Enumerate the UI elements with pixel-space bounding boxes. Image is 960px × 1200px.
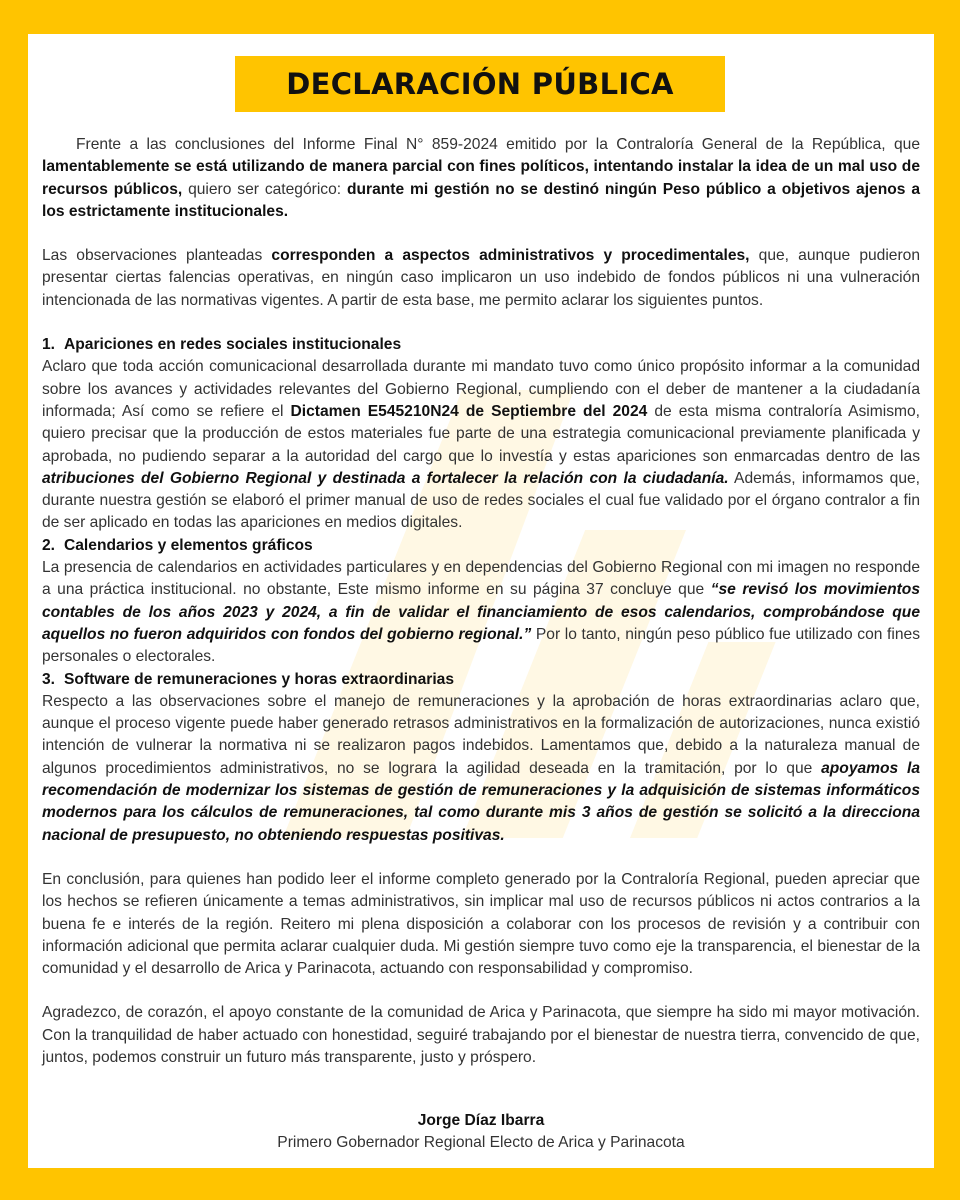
section-2-text-2: Por lo tanto, ningún peso público fue utilizado con fines personales o electorales. (42, 625, 920, 666)
section-1-text-1: Aclaro que toda acción comunicacional desarrollada durante mi mandato tuvo como único propósito informar a la comunidad sobre los avances y actividades relevantes del Gobierno Regional, cumpliendo con el deber de mantener a la ciudadanía informada; Así como se refiere el (42, 358, 920, 420)
thanks-paragraph: Agradezco, de corazón, el apoyo constante de la comunidad de Arica y Parinacota, que siempre ha sido mi mayor motivación. Con la tranquilidad de haber actuado con honestidad, seguiré trabajando por el bienestar de nuestra tierra, convencido de que, juntos, podemos construir un futuro más transparente, justo y próspero. (42, 1004, 920, 1066)
observations-text-1: Las observaciones planteadas (42, 247, 272, 265)
observations-bold: corresponden a aspectos administrativos y procedimentales, (271, 247, 750, 265)
statement-card (28, 34, 934, 1168)
statement-body (42, 134, 920, 1069)
intro-text-2: quiero ser categórico: (182, 180, 347, 198)
intro-bold-2: durante mi gestión no se destinó ningún Peso público a objetivos ajenos a los estrictamente institucionales. (42, 180, 920, 220)
section-2-number: 2. (42, 536, 56, 554)
signature-block (28, 1110, 934, 1154)
section-1-text-2: de esta misma contraloría Asimismo, quiero precisar que la producción de estos materiales fue parte de una estrategia comunicacional previamente planificada y aprobada, no pudiendo separar a la autoridad del cargo que lo investía y estas apariciones son enmarcadas dentro de las (42, 402, 920, 465)
conclusion-paragraph: En conclusión, para quienes han podido leer el informe completo generado por la Contraloría Regional, pueden apreciar que los hechos se refieren únicamente a temas administrativos, sin implicar mal uso de recursos públicos ni actos contrarios a la buena fe e interés de la región. Reitero mi plena disposición a colaborar con los procesos de revisión y a contribuir con información adicional que permita aclarar cualquier duda. Mi gestión siempre tuvo como eje la transparencia, el bienestar de la comunidad y el desarrollo de Arica y Parinacota, actuando con responsabilidad y compromiso. (42, 870, 920, 978)
section-1-number: 1. (42, 336, 56, 354)
section-2-title: Calendarios y elementos gráficos (64, 536, 313, 554)
title-banner (235, 56, 725, 112)
section-2-quote: “se revisó los movimientos contables de los años 2023 y 2024, a fin de validar el financiamiento de esos calendarios, comprobándose que aquellos no fueron adquiridos con fondos del gobierno regional.” (42, 581, 920, 643)
section-3-title: Software de remuneraciones y horas extraordinarias (64, 670, 454, 688)
section-3-body (42, 691, 920, 847)
signature-name: Jorge Díaz Ibarra (417, 1112, 545, 1129)
section-2-heading (42, 535, 920, 557)
section-3-number: 3. (42, 670, 56, 688)
signature-role: Primero Gobernador Regional Electo de Arica y Parinacota (277, 1134, 685, 1151)
section-2-text-1: La presencia de calendarios en actividades particulares y en dependencias del Gobierno Regional con mi imagen no responde a una práctica institucional. no obstante, Este mismo informe en su página 37 concluye que (42, 559, 920, 599)
section-1-heading (42, 334, 920, 356)
section-1-title: Apariciones en redes sociales institucionales (64, 336, 402, 354)
observations-text-2: que, aunque pudieron presentar ciertas falencias operativas, en ningún caso implicaron un uso indebido de fondos públicos ni una vulneración intencionada de las normativas vigentes. A partir de esta base, me permito aclarar los siguientes puntos. (42, 247, 921, 309)
section-1-text-3: Además, informamos que, durante nuestra gestión se elaboró el primer manual de uso de redes sociales el cual fue validado por el órgano contralor a fin de ser aplicado en todas las apariciones en medios digitales. (42, 469, 920, 532)
intro-bold-1: lamentablemente se está utilizando de manera parcial con fines políticos, intentando instalar la idea de un mal uso de recursos públicos, (42, 158, 920, 198)
section-3-heading (42, 669, 920, 691)
section-1-emphasis: atribuciones del Gobierno Regional y destinada a fortalecer la relación con la ciudadanía. (42, 469, 729, 487)
section-1-body (42, 356, 920, 534)
observations-paragraph (42, 245, 920, 312)
section-3-text-1: Respecto a las observaciones sobre el manejo de remuneraciones y la aprobación de horas extraordinarias aclaro que, aunque el proceso vigente puede haber generado retrasos administrativos en la formalización de autorizaciones, nunca existió intención de vulnerar la normativa ni se realizaron pagos indebidos. Lamentamos que, debido a la naturaleza manual de algunos procedimientos administrativos, no se lograra la agilidad deseada en la tramitación, por lo que (42, 692, 920, 777)
section-2-body (42, 557, 920, 668)
dictamen-reference: Dictamen E545210N24 de Septiembre del 2024 (290, 402, 648, 420)
intro-paragraph (42, 134, 920, 223)
section-3-emphasis: apoyamos la recomendación de modernizar los sistemas de gestión de remuneraciones y la adquisición de sistemas informáticos modernos para los cálculos de remuneraciones, tal como durante mis 3 años de gestión se solicitó a la direcciona nacional de presupuesto, no obteniendo respuestas positivas. (42, 759, 920, 844)
page-title: DECLARACIÓN PÚBLICA (286, 67, 674, 101)
intro-text-1: Frente a las conclusiones del Informe Final N° 859-2024 emitido por la Contraloría General de la República, que (76, 136, 920, 153)
